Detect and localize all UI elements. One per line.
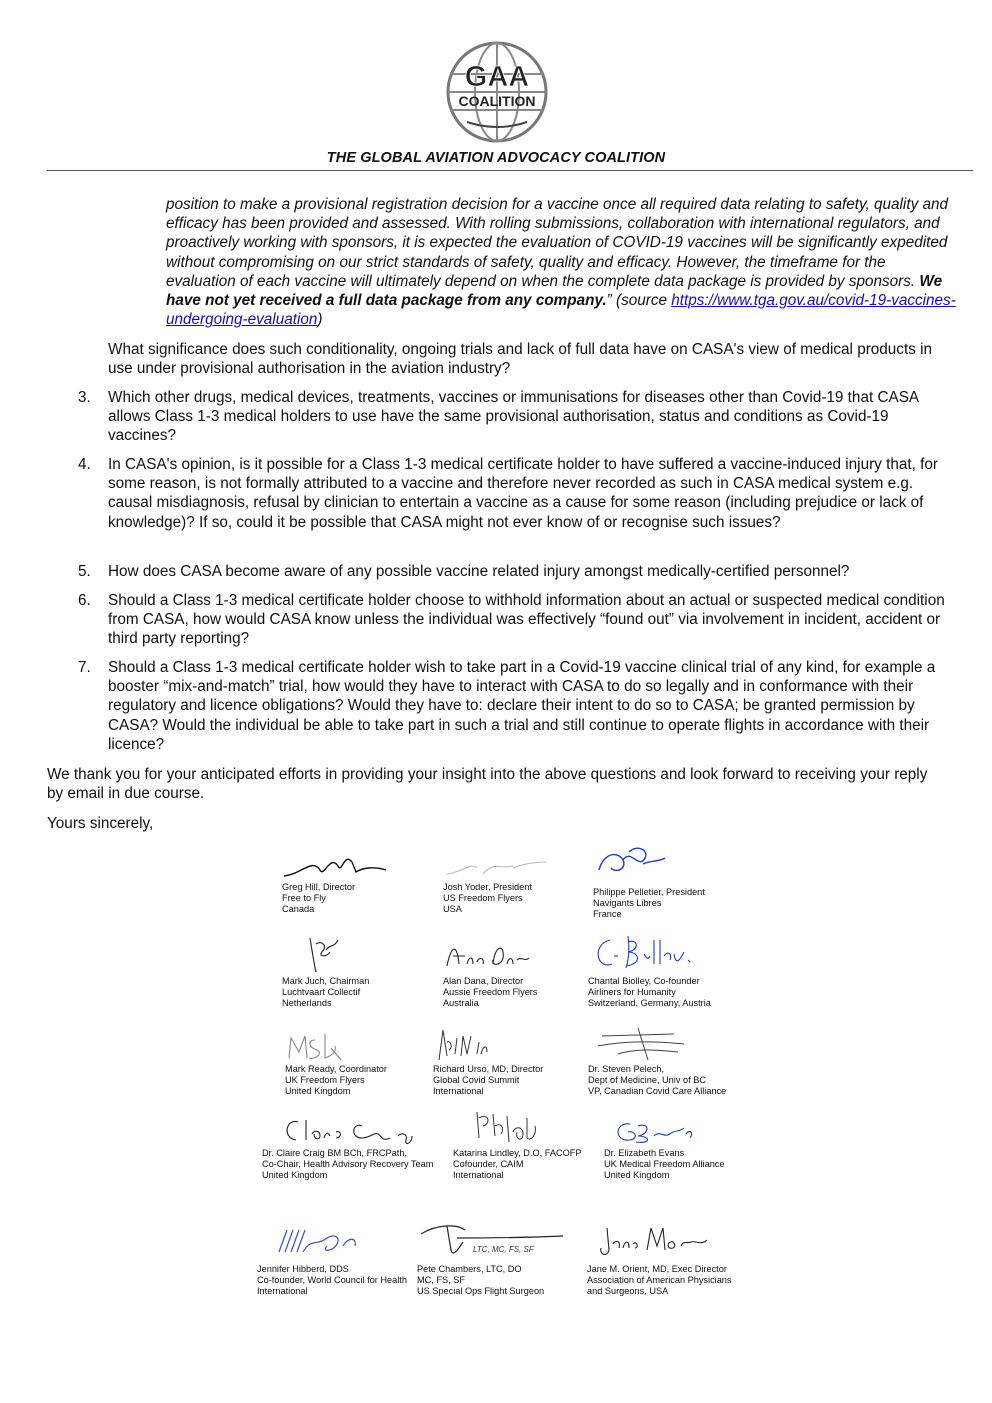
significance-question: What significance does such conditionality, ongoing trials and lack of full data have on CASA's view of medical products in use under provisional authorisation in the aviation industry? — [108, 341, 933, 378]
signatory-name: Katarina Lindley, D.O, FACOFP — [453, 1148, 582, 1158]
signatory-name: Dr. Elizabeth Evans — [604, 1148, 685, 1158]
signatory-name-text: Dr. Claire Craig BM BCh, FRCPath, — [262, 1148, 407, 1158]
svg-text:LTC, MC, FS, SF: LTC, MC, FS, SF — [473, 1245, 534, 1254]
signature-image — [588, 1024, 698, 1064]
signature-image — [453, 1108, 563, 1148]
signature-block — [285, 1026, 395, 1098]
signature-block — [604, 1114, 725, 1182]
signatory-org: Global Covid Summit — [433, 1075, 520, 1086]
signature-block — [443, 936, 553, 1010]
signatory-name: Philippe Pelletier, President — [593, 887, 705, 897]
logo-text-bottom: COALITION — [458, 93, 536, 109]
signatory-name: Josh Yoder, President — [443, 882, 532, 892]
signatory-org: MC, FS, SF — [417, 1275, 465, 1286]
signatory-org: Luchtvaart Collectif — [282, 987, 361, 998]
signature-image — [257, 1222, 377, 1264]
signature-image — [282, 848, 392, 882]
signatory-location: Switzerland, Germany, Austria — [588, 998, 711, 1009]
signatory-org: Association of American Physicians — [587, 1275, 732, 1286]
signature-image — [433, 1024, 543, 1064]
signatory-location: United Kingdom — [285, 1086, 351, 1097]
closing-paragraph: We thank you for your anticipated efforts in providing your insight into the above questions and look forward to receiving your reply by email in due course. — [47, 766, 928, 803]
signature-block — [257, 1222, 407, 1298]
signatory-org: Co-Chair, Health Advisory Recovery Team — [262, 1159, 434, 1170]
signatory-location: Australia — [443, 998, 479, 1009]
header-divider — [47, 170, 973, 171]
signatory-location: International — [433, 1086, 484, 1097]
signoff: Yours sincerely, — [47, 815, 154, 832]
signatory-name: Jennifer Hibberd, DDS — [257, 1264, 349, 1274]
signatory-location: United Kingdom — [604, 1170, 670, 1181]
signature-image — [417, 1220, 577, 1264]
signatory-location: Netherlands — [282, 998, 332, 1009]
question-text: Should a Class 1-3 medical certificate holder choose to withhold information about an actual or suspected medical condition from CASA, how would CASA know unless the individual was effectively “found out” via involvement in incident, accident or third party reporting? — [108, 592, 945, 648]
signatory-location: Canada — [282, 904, 315, 915]
signatory-name: Pete Chambers, LTC, DO — [417, 1264, 522, 1274]
signature-block — [282, 930, 392, 1010]
signature-image — [593, 840, 703, 887]
org-name: THE GLOBAL AVIATION ADVOCACY COALITION — [326, 150, 666, 166]
logo-text-top: GAA — [464, 61, 530, 93]
signatory-org: Free to Fly — [282, 893, 326, 904]
signature-image — [443, 848, 553, 882]
signature-block — [588, 930, 711, 1010]
signatory-name — [262, 1148, 442, 1159]
question-number: 5. — [78, 563, 91, 580]
question-number: 3. — [78, 389, 91, 406]
signature-block — [588, 1024, 726, 1098]
question-number: 6. — [78, 592, 91, 609]
signature-block — [593, 840, 705, 921]
question-text: Which other drugs, medical devices, treatments, vaccines or immunisations for diseases other than Covid-19 that CASA allows Class 1-3 medical holders to use have the same provisional authorisation, status and conditions as Covid-19 vaccines? — [108, 389, 919, 445]
signature-block — [433, 1024, 543, 1098]
signatory-org: UK Freedom Flyers — [285, 1075, 365, 1086]
signatory-name: Richard Urso, MD, Director — [433, 1064, 544, 1074]
signatory-name: Chantal Biolley, Co-founder — [588, 976, 700, 986]
quote-source-prefix: ” (source — [606, 292, 672, 310]
signatory-location: US Special Ops Flight Surgeon — [417, 1286, 545, 1297]
signatory-location: VP, Canadian Covid Care Alliance — [588, 1086, 727, 1097]
signature-block — [282, 848, 392, 916]
signature-block — [587, 1222, 732, 1298]
question-text: In CASA's opinion, is it possible for a Class 1-3 medical certificate holder to have suffered a vaccine-induced injury that, for some reason, is not formally attributed to a vaccine and therefore never recorded as such in CASA medical system e.g. causal misdiagnosis, refusal by clinician to entertain a vaccine as a cause for some reason (including prejudice or lack of knowledge)? If so, could it be possible that CASA might not ever know of or recognise such issues? — [108, 456, 938, 531]
signatory-name: Mark Ready, Coordinator — [285, 1064, 387, 1074]
tga-source-link[interactable]: https://www.tga.gov.au/covid-19-vaccines-undergoing-evaluation — [166, 292, 956, 329]
question-number: 4. — [78, 456, 91, 473]
tga-quote — [166, 195, 956, 329]
quote-text: position to make a provisional registration decision for a vaccine once all required data relating to safety, quality and efficacy has been provided and assessed. With rolling submissions, collaboration with international regulators, and proactively working with sponsors, it is expected the evaluation of COVID-19 vaccines will be significantly expedited without compromising on our strict standards of safety, quality and efficacy. However, the timeframe for the evaluation of each vaccine will ultimately depend on when the complete data package is provided by sponsors. — [166, 196, 949, 290]
signatory-name: Mark Juch, Chairman — [282, 976, 370, 986]
signatory-org: Navigants Libres — [593, 898, 662, 909]
signature-block — [443, 848, 553, 916]
signature-block — [417, 1220, 577, 1298]
signatory-location: International — [453, 1170, 504, 1181]
signatory-location: USA — [443, 904, 462, 915]
signature-image — [262, 1112, 442, 1148]
signatory-location: France — [593, 909, 622, 920]
signature-image — [588, 930, 708, 976]
signature-block — [262, 1112, 442, 1182]
signatory-name: Alan Dana, Director — [443, 976, 524, 986]
signatory-org: US Freedom Flyers — [443, 893, 523, 904]
signatory-name: Greg Hill, Director — [282, 882, 356, 892]
signature-image — [285, 1026, 395, 1064]
signature-image — [604, 1114, 714, 1148]
signatory-org: Co-founder, World Council for Health — [257, 1275, 407, 1286]
quote-bold: We have not yet received a full data package from any company. — [166, 272, 943, 310]
signature-image — [282, 930, 392, 976]
gaa-coalition-logo — [445, 40, 549, 144]
signature-block — [453, 1108, 582, 1182]
signatory-name: Dr. Steven Pelech, — [588, 1064, 665, 1074]
question-text: Should a Class 1-3 medical certificate holder wish to take part in a Covid-19 vaccine clinical trial of any kind, for example a booster “mix-and-match” trial, how would they have to interact with CASA to do so legally and in conformance with their regulatory and licence obligations? Would they have to: declare their intent to do so to CASA; be granted permission by CASA? Would the individual be able to take part in such a trial and still continue to operate flights in accordance with their licence? — [108, 659, 936, 753]
signatory-org: Aussie Freedom Flyers — [443, 987, 538, 998]
signature-image — [443, 936, 553, 976]
signatory-location: United Kingdom — [262, 1170, 328, 1181]
question-text: How does CASA become aware of any possible vaccine related injury amongst medically-certified personnel? — [108, 563, 850, 580]
signatory-org: UK Medical Freedom Alliance — [604, 1159, 725, 1170]
signature-image — [587, 1222, 727, 1264]
signatory-location: and Surgeons, USA — [587, 1286, 669, 1297]
signatory-name: Jane M. Orient, MD, Exec Director — [587, 1264, 727, 1274]
signatory-org: Cofounder, CAIM — [453, 1159, 524, 1170]
question-number: 7. — [78, 659, 91, 676]
signatory-location: International — [257, 1286, 308, 1297]
signatory-org: Dept of Medicine, Univ of BC — [588, 1075, 706, 1086]
signatory-org: Airliners for Humanity — [588, 987, 676, 998]
quote-source-suffix: ) — [317, 311, 323, 329]
